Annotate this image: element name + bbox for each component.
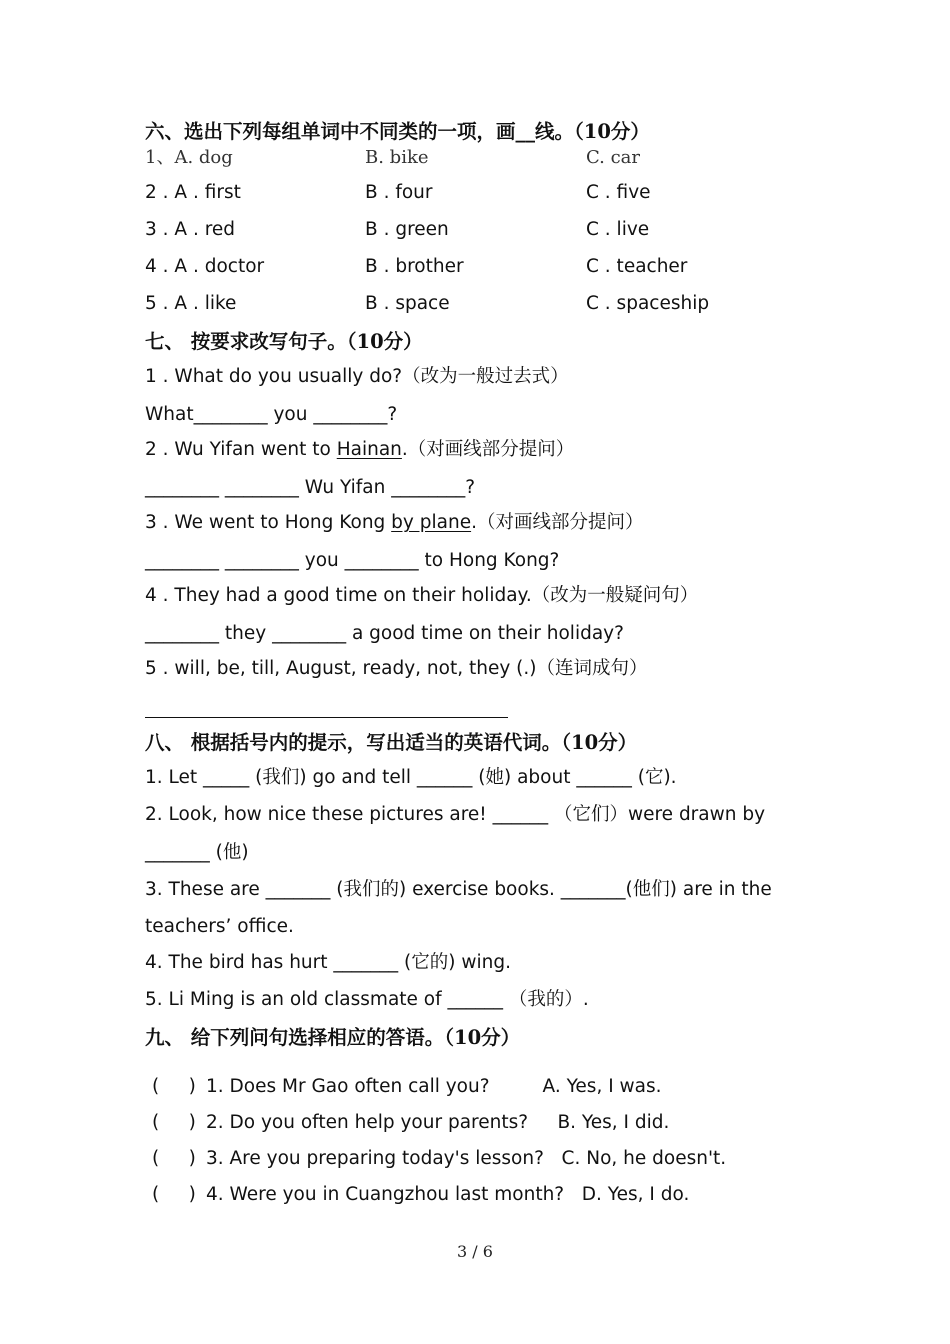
s8-line-6: 4. The bird has hurt _______ (它的) wing. xyxy=(145,952,511,973)
q2-underlined: Hainan xyxy=(336,439,402,460)
q2-instruction: .（对画线部分提问） xyxy=(401,439,575,460)
s7-answer-2: ________ ________ Wu Yifan ________? xyxy=(145,477,476,498)
s9-item-1 xyxy=(152,1075,662,1099)
s8-line-4: 3. These are _______ (我们的) exercise books. _______(他们) are in the xyxy=(145,879,772,900)
section7-title: 七、 按要求改写句子。（10分） xyxy=(145,330,423,353)
option-a: 2 . A . first xyxy=(145,182,241,203)
answer: B. Yes, I did. xyxy=(557,1112,670,1133)
s7-answer-1: What________ you ________? xyxy=(145,404,398,425)
option-c: C . spaceship xyxy=(586,293,710,314)
s8-line-5: teachers’ office. xyxy=(145,916,294,937)
s7-question-4: 4 . They had a good time on their holiday.（改为一般疑问句） xyxy=(145,585,699,606)
question: 2. Do you often help your parents? xyxy=(206,1112,529,1133)
s9-item-4 xyxy=(152,1183,689,1207)
s8-line-1: 1. Let _____ (我们) go and tell ______ (她) about ______ (它). xyxy=(145,767,677,788)
option-b: B . brother xyxy=(365,256,464,277)
option-b: B . four xyxy=(365,182,433,203)
s6-row-4 xyxy=(145,255,688,279)
gap xyxy=(544,1148,562,1169)
s6-row-3 xyxy=(145,218,650,242)
gap xyxy=(564,1184,582,1205)
s6-row-5 xyxy=(145,292,710,316)
question: 1. Does Mr Gao often call you? xyxy=(206,1076,490,1097)
q3-underlined: by plane xyxy=(391,512,472,533)
gap xyxy=(490,1076,543,1097)
s9-item-3 xyxy=(152,1147,726,1171)
option-c: C . five xyxy=(586,182,651,203)
s9-item-2 xyxy=(152,1111,669,1135)
answer-blank: ( ) xyxy=(152,1112,196,1133)
section9-title: 九、 给下列问句选择相应的答语。（10分） xyxy=(145,1026,521,1049)
s7-answer-3: ________ ________ you ________ to Hong Kong? xyxy=(145,550,560,571)
option-a: 4 . A . doctor xyxy=(145,256,265,277)
q3-instruction: .（对画线部分提问） xyxy=(471,512,644,533)
answer: D. Yes, I do. xyxy=(581,1184,690,1205)
answer: C. No, he doesn't. xyxy=(561,1148,727,1169)
s7-question-1: 1 . What do you usually do?（改为一般过去式） xyxy=(145,366,569,387)
option-c: C. car xyxy=(586,147,640,168)
s6-row-1 xyxy=(145,146,640,170)
s7-question-2 xyxy=(145,438,574,462)
question: 4. Were you in Cuangzhou last month? xyxy=(206,1184,565,1205)
s8-line-7: 5. Li Ming is an old classmate of ______ （我的）. xyxy=(145,989,589,1010)
question: 3. Are you preparing today's lesson? xyxy=(206,1148,544,1169)
s8-line-2: 2. Look, how nice these pictures are! ______ （它们）were drawn by xyxy=(145,804,766,825)
section8-title: 八、 根据括号内的提示，写出适当的英语代词。（10分） xyxy=(145,731,638,754)
q2-text: 2 . Wu Yifan went to xyxy=(145,439,337,460)
option-c: C . live xyxy=(586,219,650,240)
s7-question-3 xyxy=(145,511,643,535)
s8-line-3: _______ (他) xyxy=(145,842,249,863)
option-a: 3 . A . red xyxy=(145,219,236,240)
option-c: C . teacher xyxy=(586,256,688,277)
answer-blank: ( ) xyxy=(152,1184,196,1205)
page-number: 3 / 6 xyxy=(457,1242,493,1261)
s7-answer-4: ________ they ________ a good time on their holiday? xyxy=(145,623,624,644)
s6-row-2 xyxy=(145,181,651,205)
option-b: B. bike xyxy=(365,147,429,168)
option-a: 5 . A . like xyxy=(145,293,237,314)
option-b: B . green xyxy=(365,219,449,240)
answer: A. Yes, I was. xyxy=(542,1076,662,1097)
option-a: 1、A. dog xyxy=(145,147,233,168)
answer-line xyxy=(145,717,508,718)
gap xyxy=(528,1112,557,1133)
option-b: B . space xyxy=(365,293,450,314)
answer-blank: ( ) xyxy=(152,1076,196,1097)
q3-text: 3 . We went to Hong Kong xyxy=(145,512,392,533)
section6-title: 六、选出下列每组单词中不同类的一项，画__线。（10分） xyxy=(145,120,650,143)
s7-question-5: 5 . will, be, till, August, ready, not, they (.)（连词成句） xyxy=(145,658,648,679)
answer-blank: ( ) xyxy=(152,1148,196,1169)
